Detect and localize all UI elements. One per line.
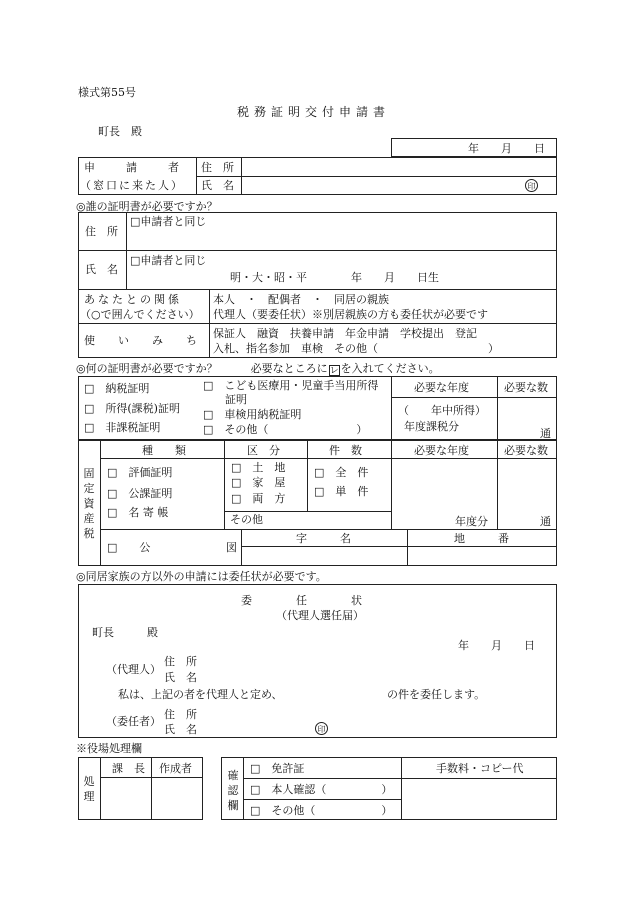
relation-note: 代理人（要委任状）※別居親族の方も委任状が必要です (213, 308, 488, 321)
addressee: 町長 殿 (98, 125, 142, 138)
author-label: 作成者 (159, 762, 192, 775)
cert-income[interactable]: □ 所得(課税)証明 (84, 402, 180, 415)
purpose-options-2[interactable]: 入札、指名参加 車検 その他（ ） (213, 342, 499, 355)
relation-sublabel: （○で囲んでください） (80, 308, 200, 321)
fa-house[interactable]: □ 家 屋 (231, 476, 286, 489)
fa-type-header: 種 類 (142, 444, 186, 457)
year-header: 必要な年度 (414, 381, 469, 394)
purpose-label: 使 い み ち (84, 334, 203, 347)
fixed-asset-side-label: 固定資産税 (83, 467, 95, 540)
agent-name-label: 氏 名 (164, 671, 197, 684)
fa-chiban-header: 地 番 (454, 532, 509, 545)
process-label: 処理 (83, 775, 95, 803)
relation-options[interactable]: 本人 ・ 配偶者 ・ 同居の親族 (213, 293, 389, 306)
cert-non-taxable[interactable]: □ 非課税証明 (84, 421, 161, 434)
fa-count-header: 件 数 (329, 444, 362, 457)
fee-label: 手数料・コピー代 (436, 762, 524, 775)
purpose-options[interactable]: 保証人 融資 扶養申請 年金申請 学校提出 登記 (213, 327, 477, 340)
same-name-checkbox[interactable]: □申請者と同じ (130, 254, 207, 267)
office-heading: ※役場処理欄 (76, 742, 142, 755)
fa-year-header: 必要な年度 (414, 444, 469, 457)
fa-map-label: 図 (226, 541, 237, 554)
principal-address-label: 住 所 (164, 708, 197, 721)
cert-tax-paid[interactable]: □ 納税証明 (84, 382, 150, 395)
fa-single[interactable]: □ 単 件 (314, 485, 369, 498)
applicant-address-label: 住 所 (201, 161, 234, 174)
check-mark-icon: レ (329, 366, 339, 376)
which-heading (76, 363, 440, 376)
principal-name-label: 氏 名 (164, 723, 197, 736)
confirm-identity[interactable]: □ 本人確認（ ） (250, 783, 393, 796)
agent-address-label: 住 所 (164, 655, 197, 668)
fa-category-header: 区 分 (247, 444, 280, 457)
whose-heading: ◎誰の証明書が必要ですか？ (76, 200, 218, 213)
confirm-label: 確認欄 (227, 769, 239, 812)
agent-label: （代理人） (106, 663, 161, 676)
whose-address-label: 住 所 (85, 225, 118, 238)
date-line: 年 月 日 (468, 142, 545, 155)
page-title: 税務証明交付申請書 (237, 105, 391, 119)
fa-aza-header: 字 名 (296, 532, 351, 545)
confirm-license[interactable]: □ 免許証 (250, 762, 305, 775)
applicant-sublabel: （窓口に来た人） (80, 179, 184, 192)
fa-year-unit: 年度分 (455, 515, 488, 528)
fa-map-checkbox[interactable]: □ 公 (107, 541, 151, 554)
whose-name-label: 氏 名 (85, 263, 118, 276)
fa-public-charge[interactable]: □ 公課証明 (107, 487, 173, 500)
delegation-statement: 私は、上記の者を代理人と定め、 の件を委任します。 (118, 688, 486, 701)
applicant-label: 申 請 者 (84, 161, 182, 174)
applicant-name-field[interactable] (243, 177, 523, 194)
fa-nayose[interactable]: □ 名 寄 帳 (107, 506, 169, 519)
principal-label: （委任者） (106, 715, 161, 728)
fa-land[interactable]: □ 土 地 (231, 461, 286, 474)
which-heading-post: を入れてください。 (340, 362, 440, 375)
cert-other[interactable]: □ その他（ ） (203, 423, 368, 436)
fa-all[interactable]: □ 全 件 (314, 466, 369, 479)
confirm-other[interactable]: □ その他（ ） (250, 804, 393, 817)
fa-other: その他 (230, 513, 263, 526)
chief-label: 課 長 (112, 762, 145, 775)
applicant-name-label: 氏 名 (201, 179, 234, 192)
year-tax: 年度課税分 (404, 420, 459, 433)
fa-evaluation[interactable]: □ 評価証明 (107, 466, 173, 479)
fa-need-header: 必要な数 (504, 444, 548, 457)
applicant-seal-icon: 印 (525, 179, 538, 192)
applicant-address-field[interactable] (243, 158, 555, 175)
delegation-heading: ◎同居家族の方以外の申請には委任状が必要です。 (76, 570, 327, 583)
birthdate-line: 明・大・昭・平 年 月 日生 (230, 271, 439, 284)
relation-label: あなたとの関係 (84, 293, 182, 306)
fa-both[interactable]: □ 両 方 (231, 492, 286, 505)
which-heading-pre: ◎何の証明書が必要ですか？ 必要なところに (76, 362, 328, 375)
same-address-checkbox[interactable]: □申請者と同じ (130, 215, 207, 228)
delegation-date: 年 月 日 (458, 639, 535, 652)
delegation-addressee: 町長 殿 (92, 626, 158, 639)
cert-vehicle[interactable]: □ 車検用納税証明 (203, 408, 302, 421)
cert-child-income[interactable]: □ こども医療用・児童手当用所得 (203, 379, 379, 392)
form-number: 様式第55号 (78, 86, 136, 99)
fa-count-unit: 通 (540, 515, 551, 528)
delegation-title: 委 任 状 (241, 594, 362, 607)
count-unit: 通 (540, 427, 551, 440)
principal-seal-icon: 印 (315, 722, 328, 735)
year-income: （ 年中所得） (398, 404, 486, 417)
cert-child-income-2: 証明 (225, 393, 247, 406)
delegation-subtitle: （代理人選任届） (276, 609, 364, 622)
count-header: 必要な数 (504, 381, 548, 394)
